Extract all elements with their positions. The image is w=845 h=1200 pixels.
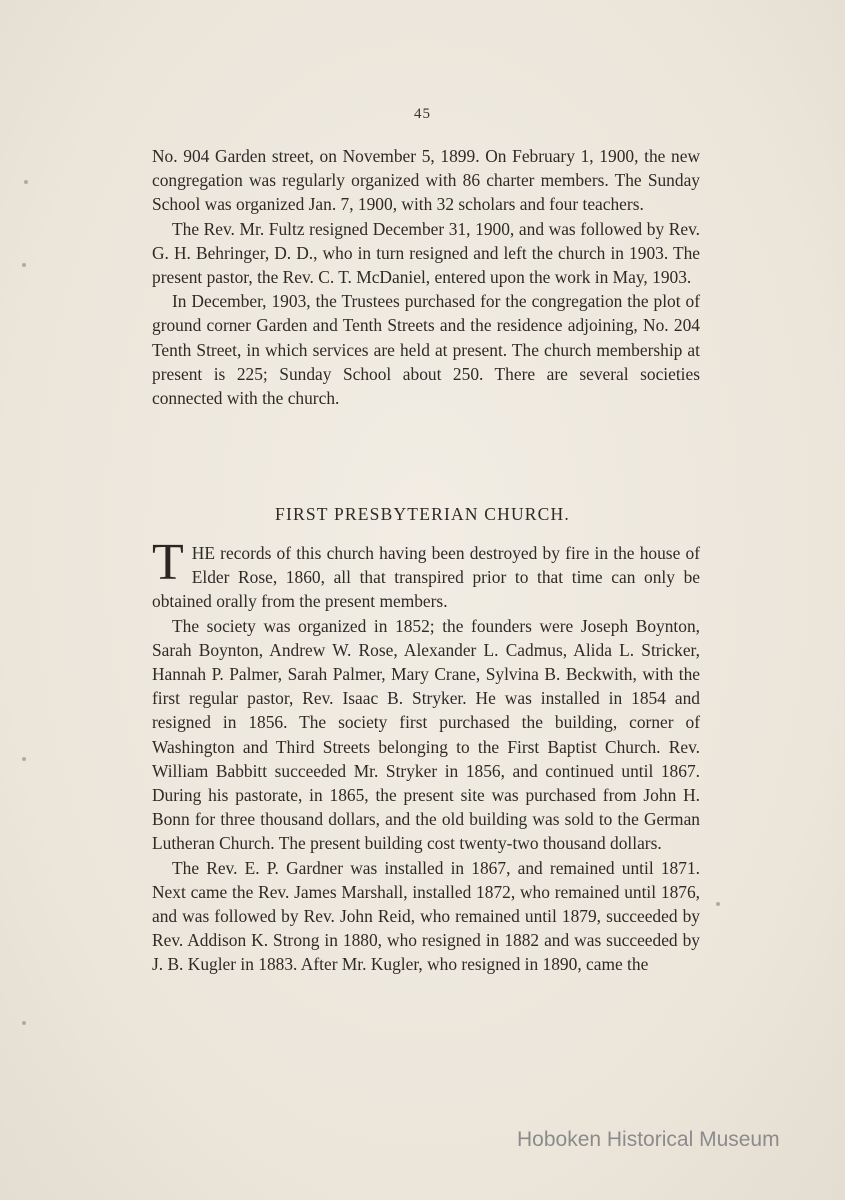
- paper-speck: [24, 180, 28, 184]
- paragraph: The Rev. Mr. Fultz resigned December 31, 1900, and was followed by Rev. G. H. Behringer, D. D., who in turn resigned and left the church in 1903. The present pastor, the Rev. C. T. McDaniel, entered upon the work in May, 1903.: [152, 218, 700, 288]
- paper-speck: [716, 902, 720, 906]
- paper-speck: [22, 263, 26, 267]
- watermark: Hoboken Historical Museum: [517, 1128, 780, 1151]
- paragraph: In December, 1903, the Trustees purchased for the congregation the plot of ground corner Garden and Tenth Streets and the residence adjoining, No. 204 Tenth Street, in which services are held at present. The church membership at present is 225; Sunday School about 250. There are several societies connected with the church.: [152, 291, 700, 409]
- paragraph-text: HE records of this church having been destroyed by fire in the house of Elder Rose, 1860, all that transpired prior to that time can only be obtained orally from the present members.: [152, 543, 700, 612]
- page-number: 45: [414, 106, 431, 122]
- paragraph: No. 904 Garden street, on November 5, 1899. On February 1, 1900, the new congregation was regularly organized with 86 charter members. The Sunday School was organized Jan. 7, 1900, with 32 scholars and four teachers.: [152, 146, 700, 215]
- top-text-block: [152, 144, 700, 410]
- paragraph: [152, 534, 700, 614]
- paper-speck: [22, 757, 26, 761]
- drop-cap: T: [152, 534, 184, 591]
- section-text-block: [152, 534, 700, 977]
- paper-speck: [22, 1021, 26, 1025]
- paragraph: The society was organized in 1852; the founders were Joseph Boynton, Sarah Boynton, Andrew W. Rose, Alexander L. Cadmus, Alida L. Stricker, Hannah P. Palmer, Sarah Palmer, Mary Crane, Sylvina B. Beckwith, with the first regular pastor, Rev. Isaac B. Stryker. He was installed in 1854 and resigned in 1856. The society first purchased the building, corner of Washington and Third Streets belonging to the First Baptist Church. Rev. William Babbitt succeeded Mr. Stryker in 1856, and continued until 1867. During his pastorate, in 1865, the present site was purchased from John H. Bonn for three thousand dollars, and the old building was sold to the German Lutheran Church. The present building cost twenty-two thousand dollars.: [152, 615, 700, 854]
- section-heading: FIRST PRESBYTERIAN CHURCH.: [275, 504, 570, 524]
- paragraph: The Rev. E. P. Gardner was installed in 1867, and remained until 1871. Next came the Rev. James Marshall, installed 1872, who remained until 1876, and was followed by Rev. John Reid, who remained until 1879, succeeded by Rev. Addison K. Strong in 1880, who resigned in 1882 and was succeeded by J. B. Kugler in 1883. After Mr. Kugler, who resigned in 1890, came the: [152, 857, 700, 975]
